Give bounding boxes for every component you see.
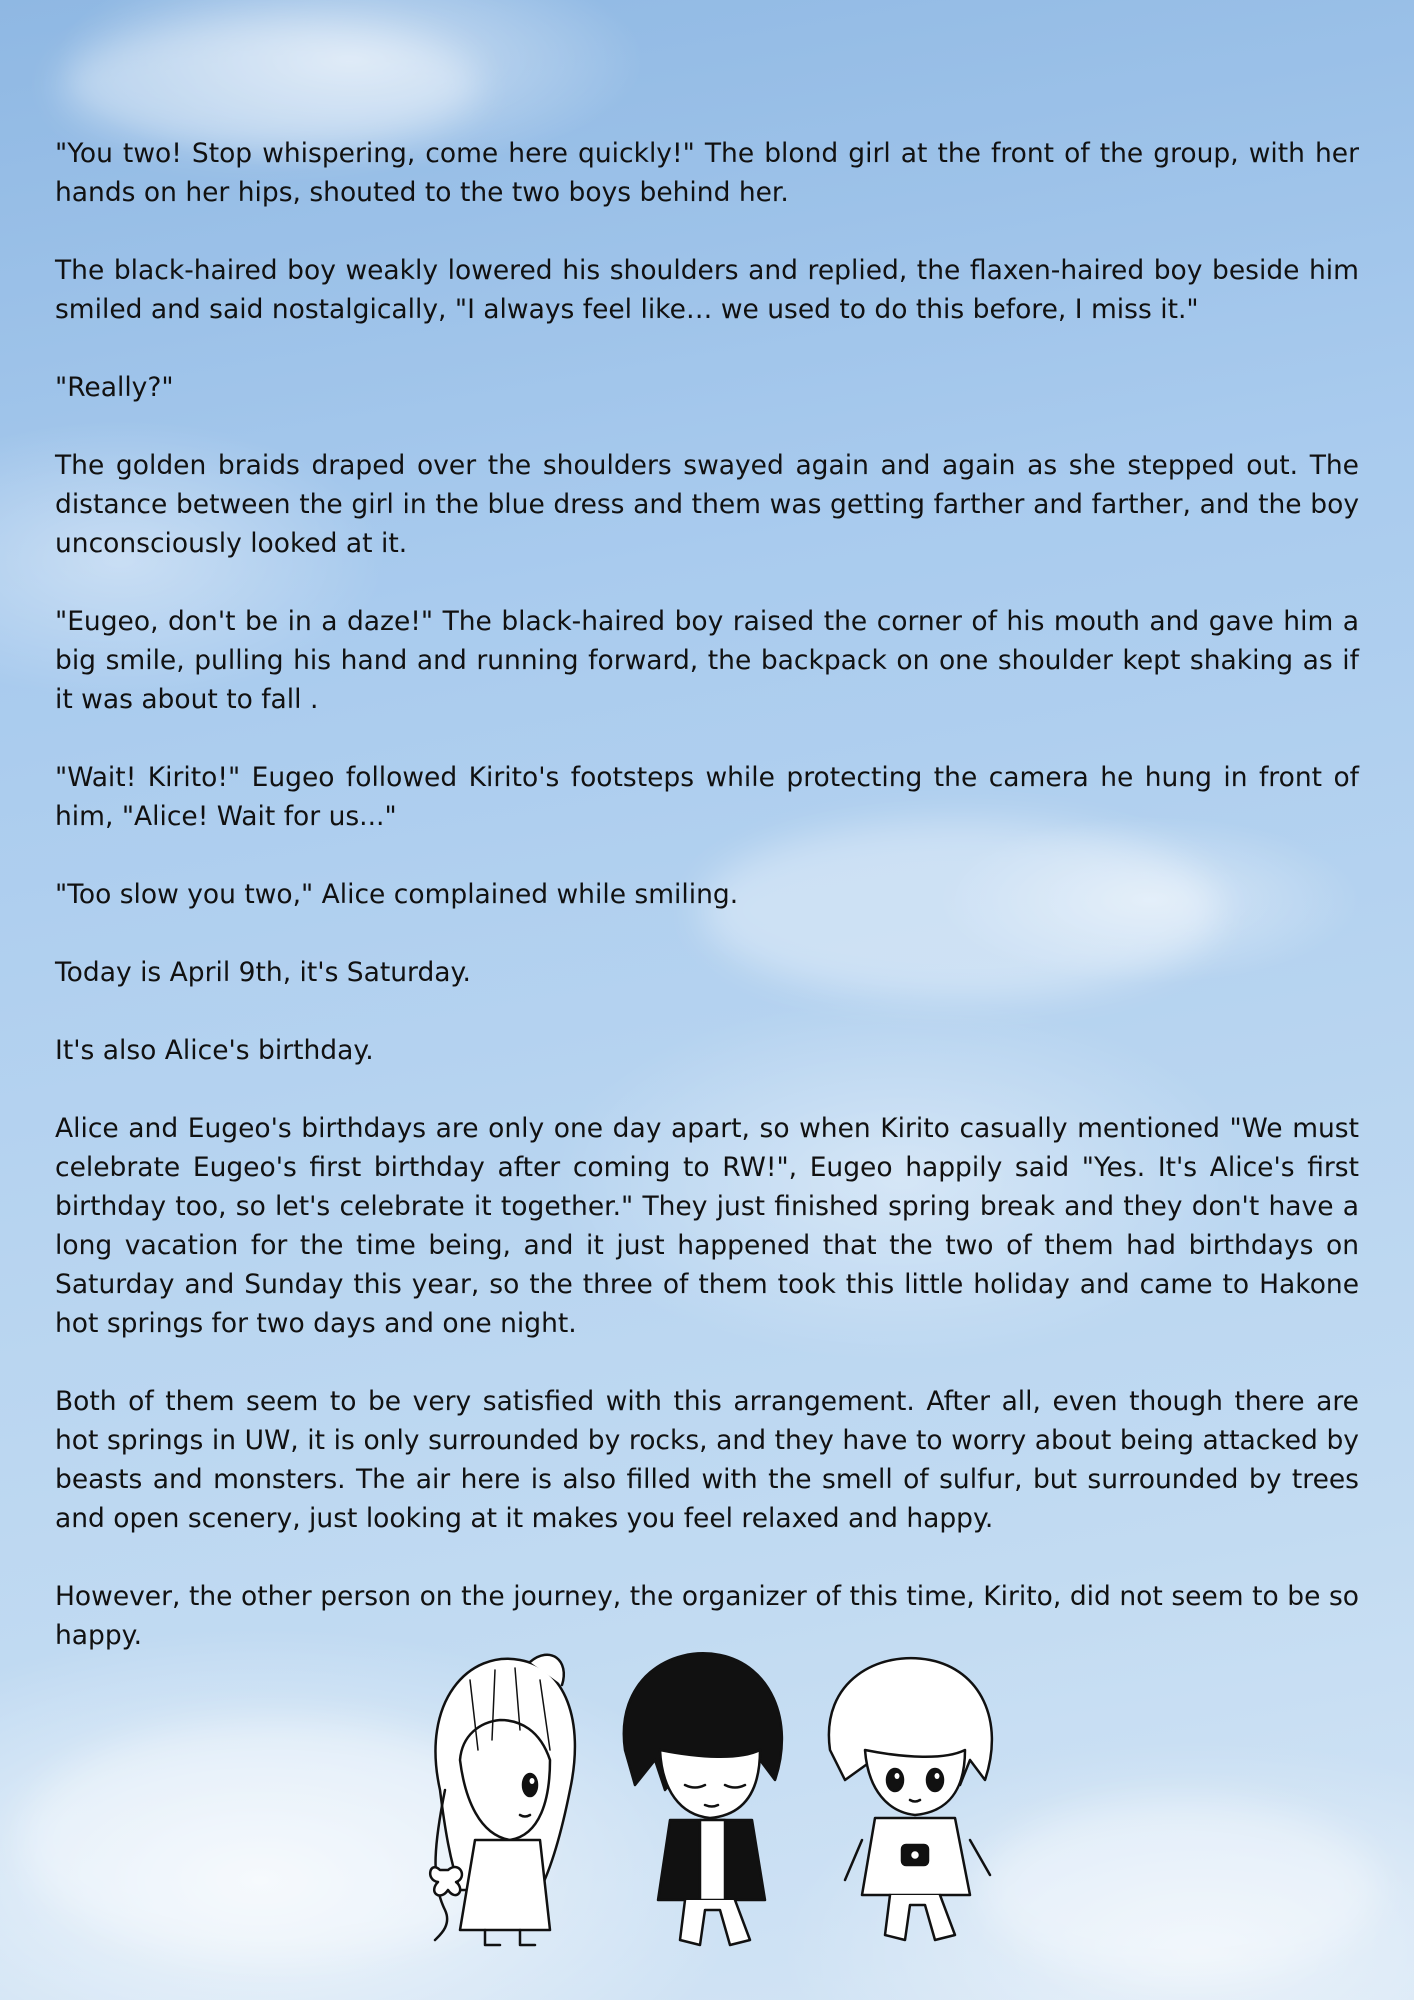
paragraph: It's also Alice's birthday. [55, 1035, 374, 1066]
story-text [55, 134, 1359, 1694]
paragraph: "Wait! Kirito!" Eugeo followed Kirito's footsteps while protecting the camera he hung in front of him, "Alice! Wait for us..." [55, 762, 1359, 832]
paragraph: "You two! Stop whispering, come here quickly!" The blond girl at the front of the group, with her hands on her hips, shouted to the two boys behind her. [55, 138, 1359, 208]
eugeo-chibi [829, 1658, 992, 1940]
paragraph: Today is April 9th, it's Saturday. [55, 957, 471, 988]
paragraph: The golden braids draped over the shoulders swayed again and again as she stepped out. The distance between the girl in the blue dress and them was getting farther and farther, and the boy unconsciously looked at it. [55, 450, 1359, 559]
paragraph: The black-haired boy weakly lowered his shoulders and replied, the flaxen-haired boy beside him smiled and said nostalgically, "I always feel like… we used to do this before, I miss it." [55, 255, 1359, 325]
kirito-chibi [624, 1653, 782, 1945]
paragraph: Both of them seem to be very satisfied with this arrangement. After all, even though there are hot springs in UW, it is only surrounded by rocks, and they have to worry about being attacked by beasts and monsters. The air here is also filled with the smell of sulfur, but surrounded by trees and open scenery, just looking at it makes you feel relaxed and happy. [55, 1386, 1359, 1534]
paragraph: Alice and Eugeo's birthdays are only one day apart, so when Kirito casually mentioned "We must celebrate Eugeo's first birthday after coming to RW!", Eugeo happily said "Yes. It's Alice's first birthday too, so let's celebrate it together." They just finished spring break and they don't have a long vacation for the time being, and it just happened that the two of them had birthdays on Saturday and Sunday this year, so the three of them took this little holiday and came to Hakone hot springs for two days and one night. [55, 1113, 1359, 1339]
paragraph: "Really?" [55, 372, 174, 403]
paragraph: However, the other person on the journey, the organizer of this time, Kirito, did not seem to be so happy. [55, 1581, 1359, 1651]
paragraph: "Eugeo, don't be in a daze!" The black-haired boy raised the corner of his mouth and gave him a big smile, pulling his hand and running forward, the backpack on one shoulder kept shaking as if it was about to fall . [55, 606, 1359, 715]
chibi-illustration [400, 1640, 1050, 1960]
cloud-decoration [60, 20, 480, 150]
paragraph: "Too slow you two," Alice complained while smiling. [55, 879, 739, 910]
alice-chibi [430, 1655, 575, 1945]
